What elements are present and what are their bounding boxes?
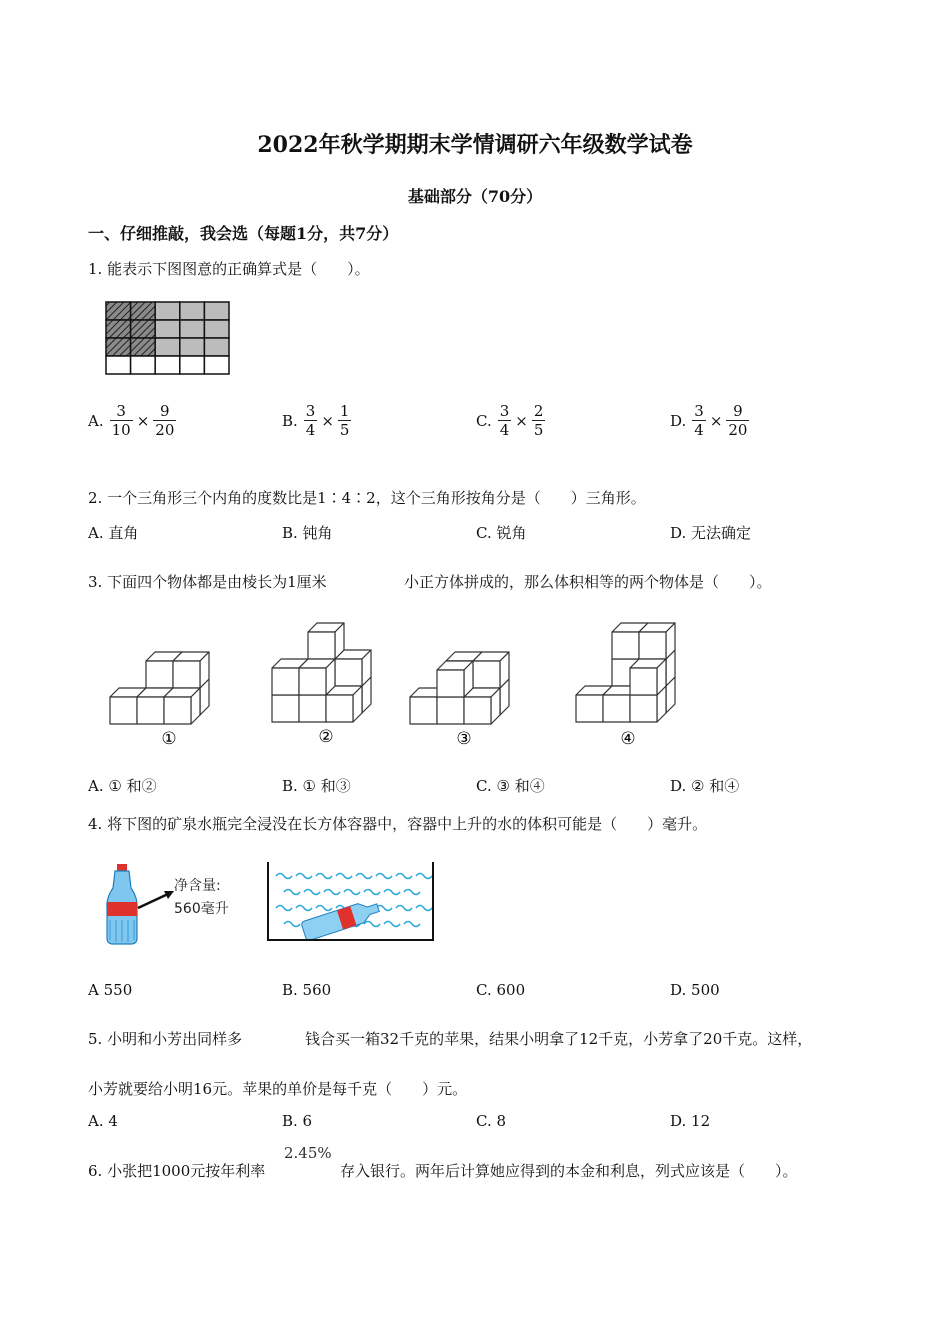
q1-option-b[interactable]: B. $\frac{3}{4}$ × $\frac{1}{5}$ [282, 402, 350, 439]
water-wave [356, 874, 372, 879]
fraction: $\frac{2}{5}$ [533, 402, 544, 439]
part-subtitle: 基础部分（70分） [407, 187, 543, 206]
grid-cell [155, 302, 180, 320]
water-wave [336, 874, 352, 879]
question-6-text-end: 存入银行。两年后计算她应得到的本金和利息，列式应该是（ ）。 [340, 1162, 798, 1180]
water-bottle-icon [107, 864, 137, 944]
q1-option-c[interactable]: C. $\frac{3}{4}$ × $\frac{2}{5}$ [476, 402, 544, 439]
question-1-text: 1. 能表示下图图意的正确算式是（ ）。 [88, 260, 370, 278]
q5-option-d[interactable]: D. 12 [670, 1112, 711, 1130]
water-wave [384, 890, 400, 895]
q2-option-d[interactable]: D. 无法确定 [670, 524, 752, 542]
grid-cell [155, 320, 180, 338]
water-wave [396, 874, 412, 879]
water-wave [324, 890, 340, 895]
figure-label-1: ① [161, 729, 177, 749]
q4-bottle-container-figure [100, 858, 445, 950]
unit-cube [639, 623, 675, 659]
q2-option-c[interactable]: C. 锐角 [476, 524, 527, 542]
water-wave [416, 906, 432, 911]
q4-option-c[interactable]: C. 600 [476, 981, 526, 999]
fraction: $\frac{9}{20}$ [728, 402, 748, 439]
grid-cell [131, 302, 156, 320]
water-wave [404, 890, 420, 895]
water-wave [304, 890, 320, 895]
water-wave [404, 922, 420, 927]
grid-cell [204, 320, 229, 338]
water-wave [276, 906, 292, 911]
section-heading: 一、仔细推敲，我会选（每题1分，共7分） [88, 224, 399, 243]
figure-label-3: ③ [456, 729, 472, 749]
fraction: $\frac{3}{4}$ [694, 402, 704, 439]
water-wave [364, 890, 380, 895]
water-wave [316, 874, 332, 879]
grid-cell [180, 356, 205, 374]
water-wave [284, 922, 300, 927]
grid-cell [180, 338, 205, 356]
fraction: $\frac{9}{20}$ [155, 402, 175, 439]
unit-cube [326, 686, 362, 722]
q3-cube-figures [100, 610, 740, 760]
question-5-text-middle: 钱合买一箱32千克的苹果，结果小明拿了12千克，小芳拿了20千克。这样， [305, 1030, 813, 1048]
grid-cell [180, 320, 205, 338]
unit-cube [335, 650, 371, 686]
water-wave [316, 906, 332, 911]
grid-cell [106, 356, 131, 374]
fraction: $\frac{3}{10}$ [111, 402, 131, 439]
bottle-label-volume: 560毫升 [174, 901, 229, 917]
unit-cube [630, 659, 666, 695]
water-wave [384, 922, 400, 927]
unit-cube [437, 661, 473, 697]
question-2-text: 2. 一个三角形三个内角的度数比是1∶4∶2，这个三角形按角分是（ ）三角形。 [88, 489, 646, 507]
q1-option-d[interactable]: D. $\frac{3}{4}$ × $\frac{9}{20}$ [670, 402, 748, 439]
question-6-text-start: 6. 小张把1000元按年利率 [88, 1162, 266, 1180]
q2-option-a[interactable]: A. 直角 [88, 524, 139, 542]
grid-cell [204, 356, 229, 374]
bottle-label-capacity: 净含量: [174, 878, 221, 894]
q4-option-b[interactable]: B. 560 [282, 981, 332, 999]
q4-option-a[interactable]: A 550 [88, 981, 133, 999]
unit-cube [308, 623, 344, 659]
grid-cell [106, 338, 131, 356]
water-wave [296, 874, 312, 879]
grid-cell [204, 302, 229, 320]
question-3-text-start: 3. 下面四个物体都是由棱长为1厘米 [88, 573, 327, 591]
fraction: $\frac{3}{4}$ [499, 402, 510, 439]
question-3-text-end: 小正方体拼成的，那么体积相等的两个物体是（ ）。 [404, 573, 772, 591]
water-wave [276, 874, 292, 879]
q1-option-a[interactable]: A. $\frac{3}{10}$ × $\frac{9}{20}$ [88, 402, 175, 439]
grid-cell [106, 302, 131, 320]
water-wave [396, 906, 412, 911]
unit-cube [164, 688, 200, 724]
grid-cell [155, 356, 180, 374]
rectangular-container [268, 862, 433, 941]
grid-cell [204, 338, 229, 356]
figure-label-4: ④ [620, 729, 636, 749]
q4-option-d[interactable]: D. 500 [670, 981, 720, 999]
water-wave [284, 890, 300, 895]
question-5-text-start: 5. 小明和小芳出同样多 [88, 1030, 243, 1048]
q2-option-b[interactable]: B. 钝角 [282, 524, 333, 542]
pointer-arrow [138, 894, 168, 908]
unit-cube [473, 652, 509, 688]
figure-label-2: ② [318, 727, 334, 747]
grid-cell [180, 302, 205, 320]
unit-cube [173, 652, 209, 688]
q3-option-b[interactable]: B. ① 和③ [282, 777, 351, 795]
page-title: 2022年秋学期期末学情调研六年级数学试卷 [257, 132, 693, 158]
unit-cube [464, 688, 500, 724]
question-4-text: 4. 将下图的矿泉水瓶完全浸没在长方体容器中，容器中上升的水的体积可能是（ ）毫升。 [88, 815, 708, 833]
water-wave [296, 906, 312, 911]
q5-option-a[interactable]: A. 4 [88, 1112, 118, 1130]
q3-option-d[interactable]: D. ② 和④ [670, 777, 740, 795]
water-wave [364, 922, 380, 927]
grid-cell [155, 338, 180, 356]
fraction: $\frac{1}{5}$ [339, 402, 350, 439]
q5-option-b[interactable]: B. 6 [282, 1112, 313, 1130]
q1-grid-figure [104, 300, 232, 376]
unit-cube [299, 659, 335, 695]
question-5-text-end: 小芳就要给小明16元。苹果的单价是每千克（ ）元。 [88, 1080, 468, 1098]
grid-cell [106, 320, 131, 338]
q3-option-a[interactable]: A. ① 和② [88, 777, 157, 795]
water-wave [376, 874, 392, 879]
interest-rate: 2.45% [284, 1144, 332, 1162]
q5-option-c[interactable]: C. 8 [476, 1112, 507, 1130]
grid-cell [131, 320, 156, 338]
grid-cell [131, 338, 156, 356]
water-wave [344, 890, 360, 895]
fraction: $\frac{3}{4}$ [305, 402, 316, 439]
grid-cell [131, 356, 156, 374]
water-wave [416, 874, 432, 879]
q3-option-c[interactable]: C. ③ 和④ [476, 777, 545, 795]
